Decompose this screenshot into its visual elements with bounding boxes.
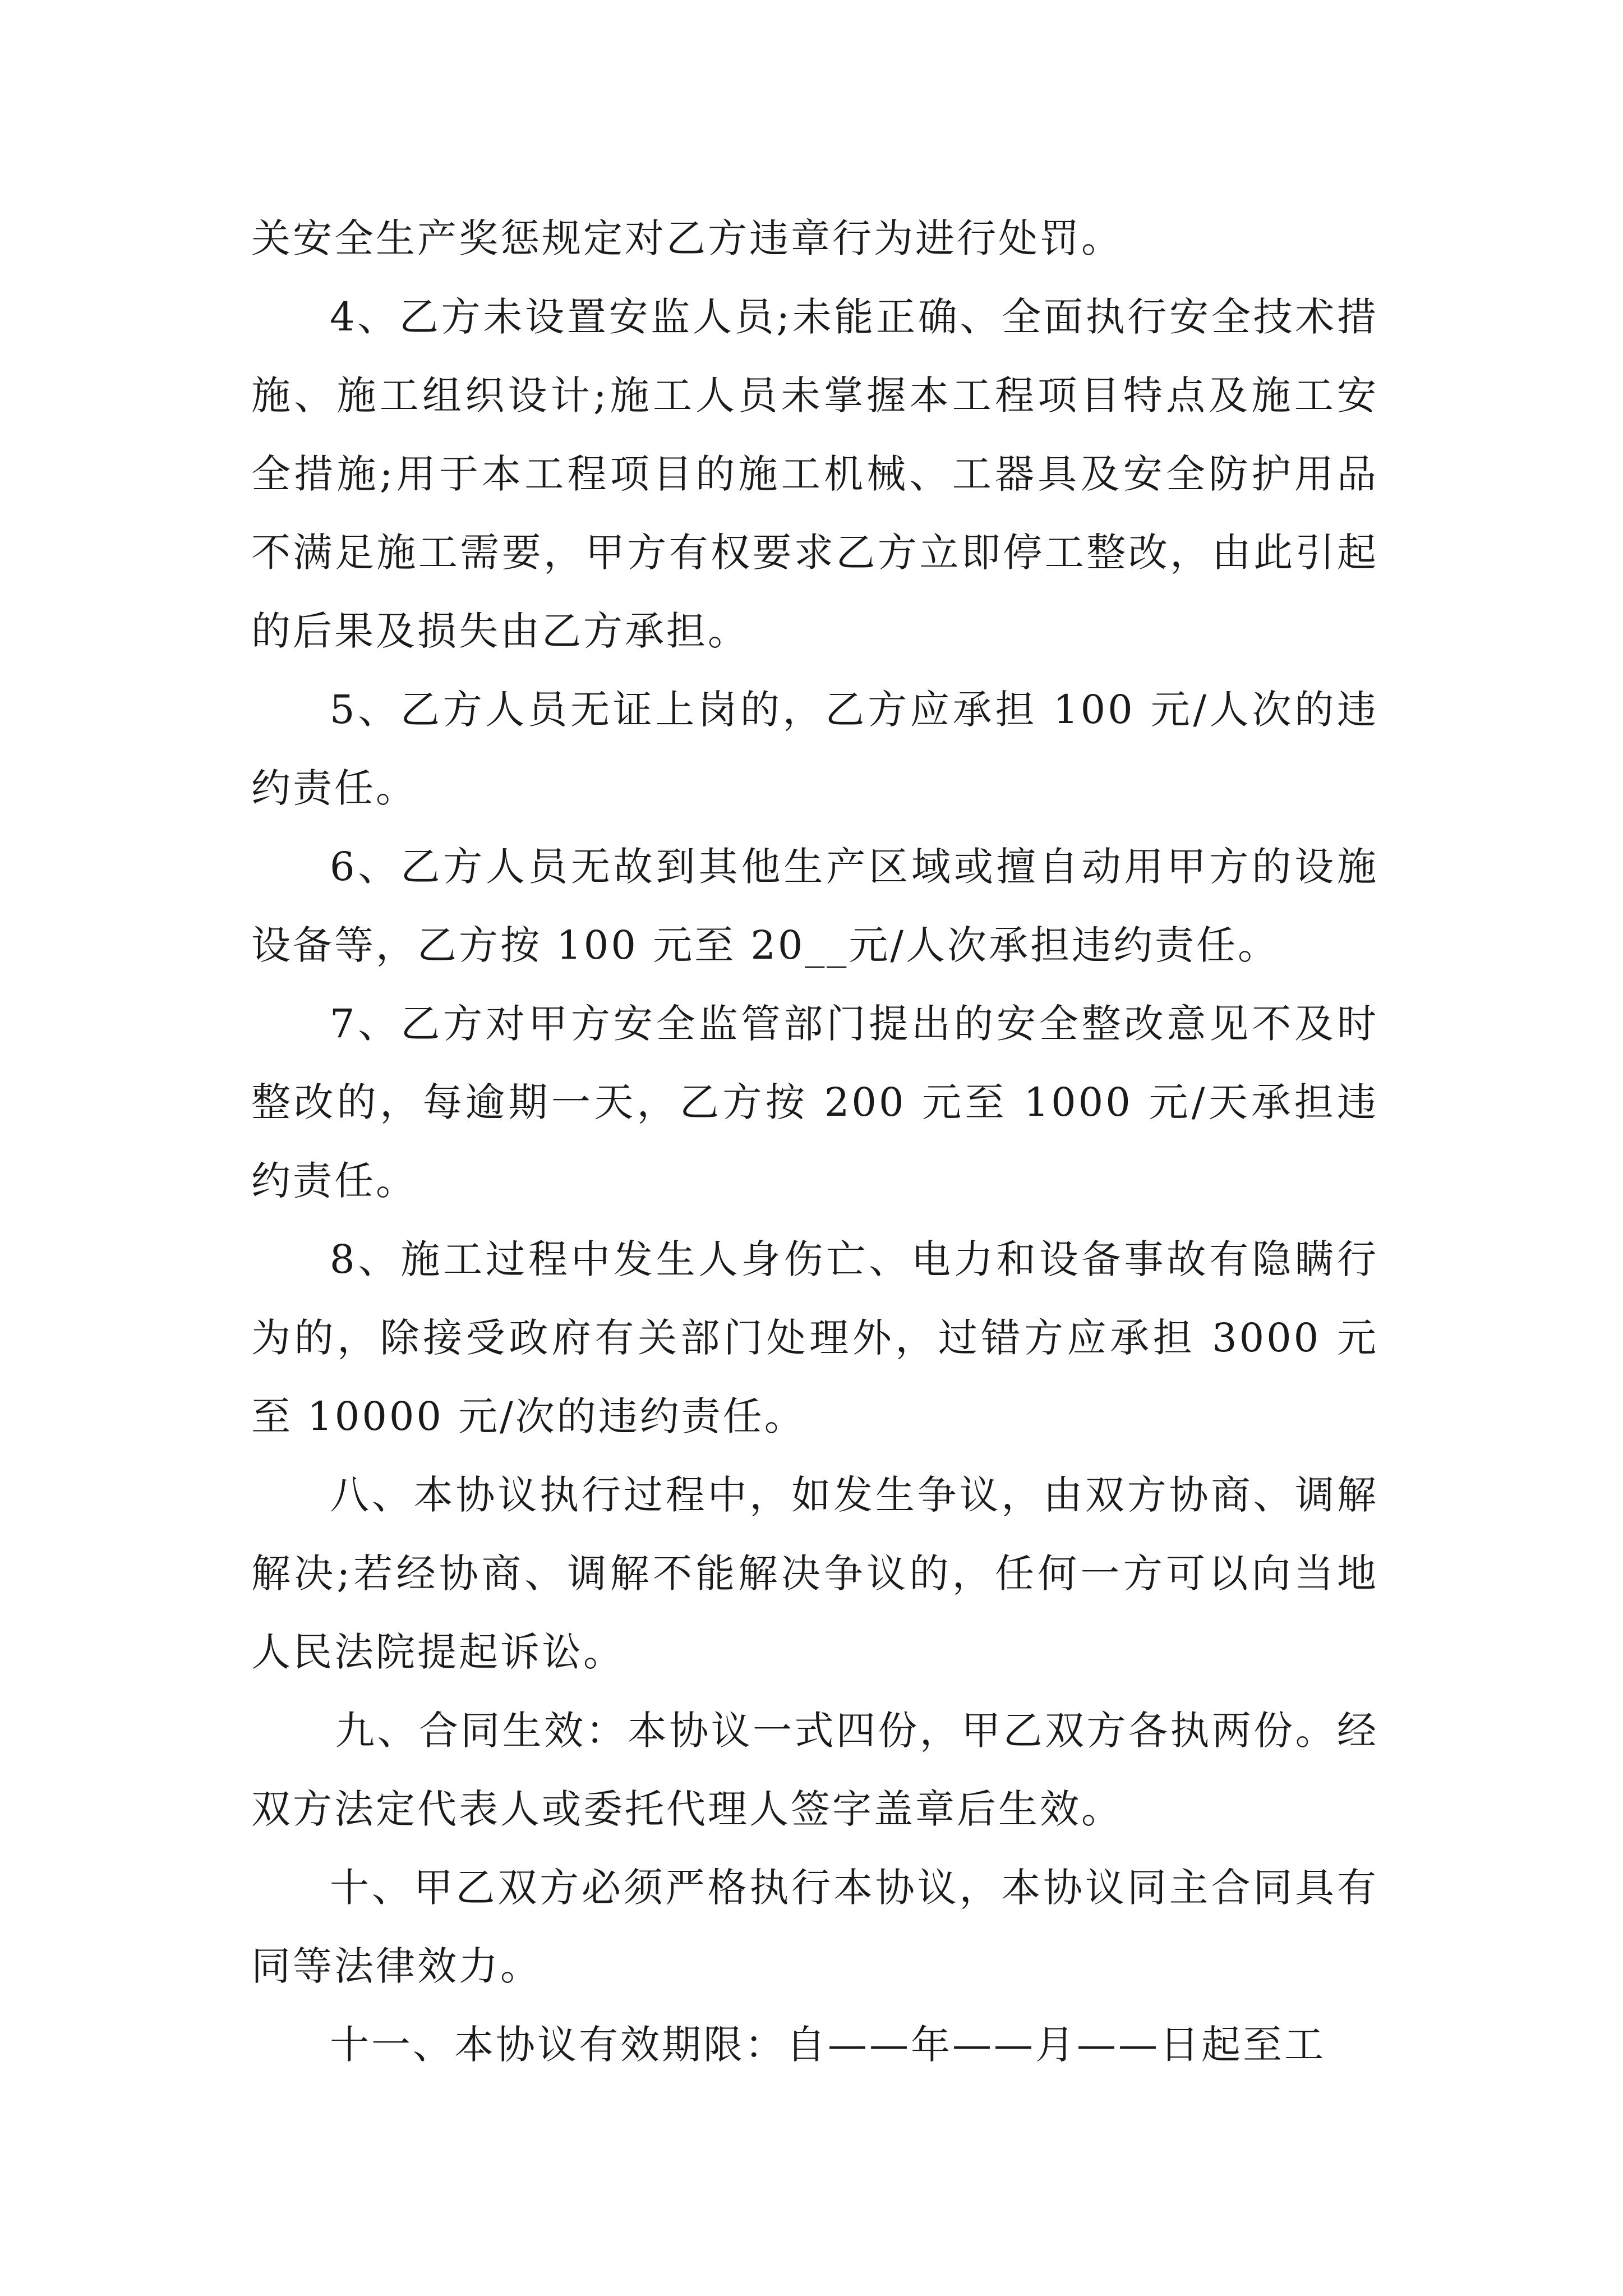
paragraph-item-4: 4、乙方未设置安监人员;未能正确、全面执行安全技术措施、施工组织设计;施工人员未掌握本工程项目特点及施工安全措施;用于本工程项目的施工机械、工器具及安全防护用品不满足施工需要，甲方有权要求乙方立即停工整改，由此引起的后果及损失由乙方承担。 <box>251 294 1378 654</box>
paragraph-item-6: 6、乙方人员无故到其他生产区域或擅自动用甲方的设施设备等，乙方按 100 元至 20__元/人次承担违约责任。 <box>251 844 1378 968</box>
paragraph-clause-11: 十一、本协议有效期限：自——年——月——日起至工 <box>330 2022 1326 2068</box>
paragraph-continuation: 关安全生产奖惩规定对乙方违章行为进行处罚。 <box>251 215 1123 261</box>
paragraph-clause-8: 八、本协议执行过程中，如发生争议，由双方协商、调解解决;若经协商、调解不能解决争议的，任何一方可以向当地人民法院提起诉讼。 <box>251 1472 1378 1675</box>
paragraph-clause-10: 十、甲乙双方必须严格执行本协议，本协议同主合同具有同等法律效力。 <box>251 1865 1378 1989</box>
paragraph-item-5: 5、乙方人员无证上岗的，乙方应承担 100 元/人次的违约责任。 <box>251 687 1378 811</box>
paragraph-item-8: 8、施工过程中发生人身伤亡、电力和设备事故有隐瞒行为的，除接受政府有关部门处理外，过错方应承担 3000 元至 10000 元/次的违约责任。 <box>251 1236 1378 1439</box>
paragraph-clause-9: 九、合同生效：本协议一式四份，甲乙双方各执两份。经双方法定代表人或委托代理人签字盖章后生效。 <box>251 1708 1378 1832</box>
document-body <box>251 199 1378 2084</box>
paragraph-item-7: 7、乙方对甲方安全监管部门提出的安全整改意见不及时整改的，每逾期一天，乙方按 200 元至 1000 元/天承担违约责任。 <box>251 1001 1378 1204</box>
